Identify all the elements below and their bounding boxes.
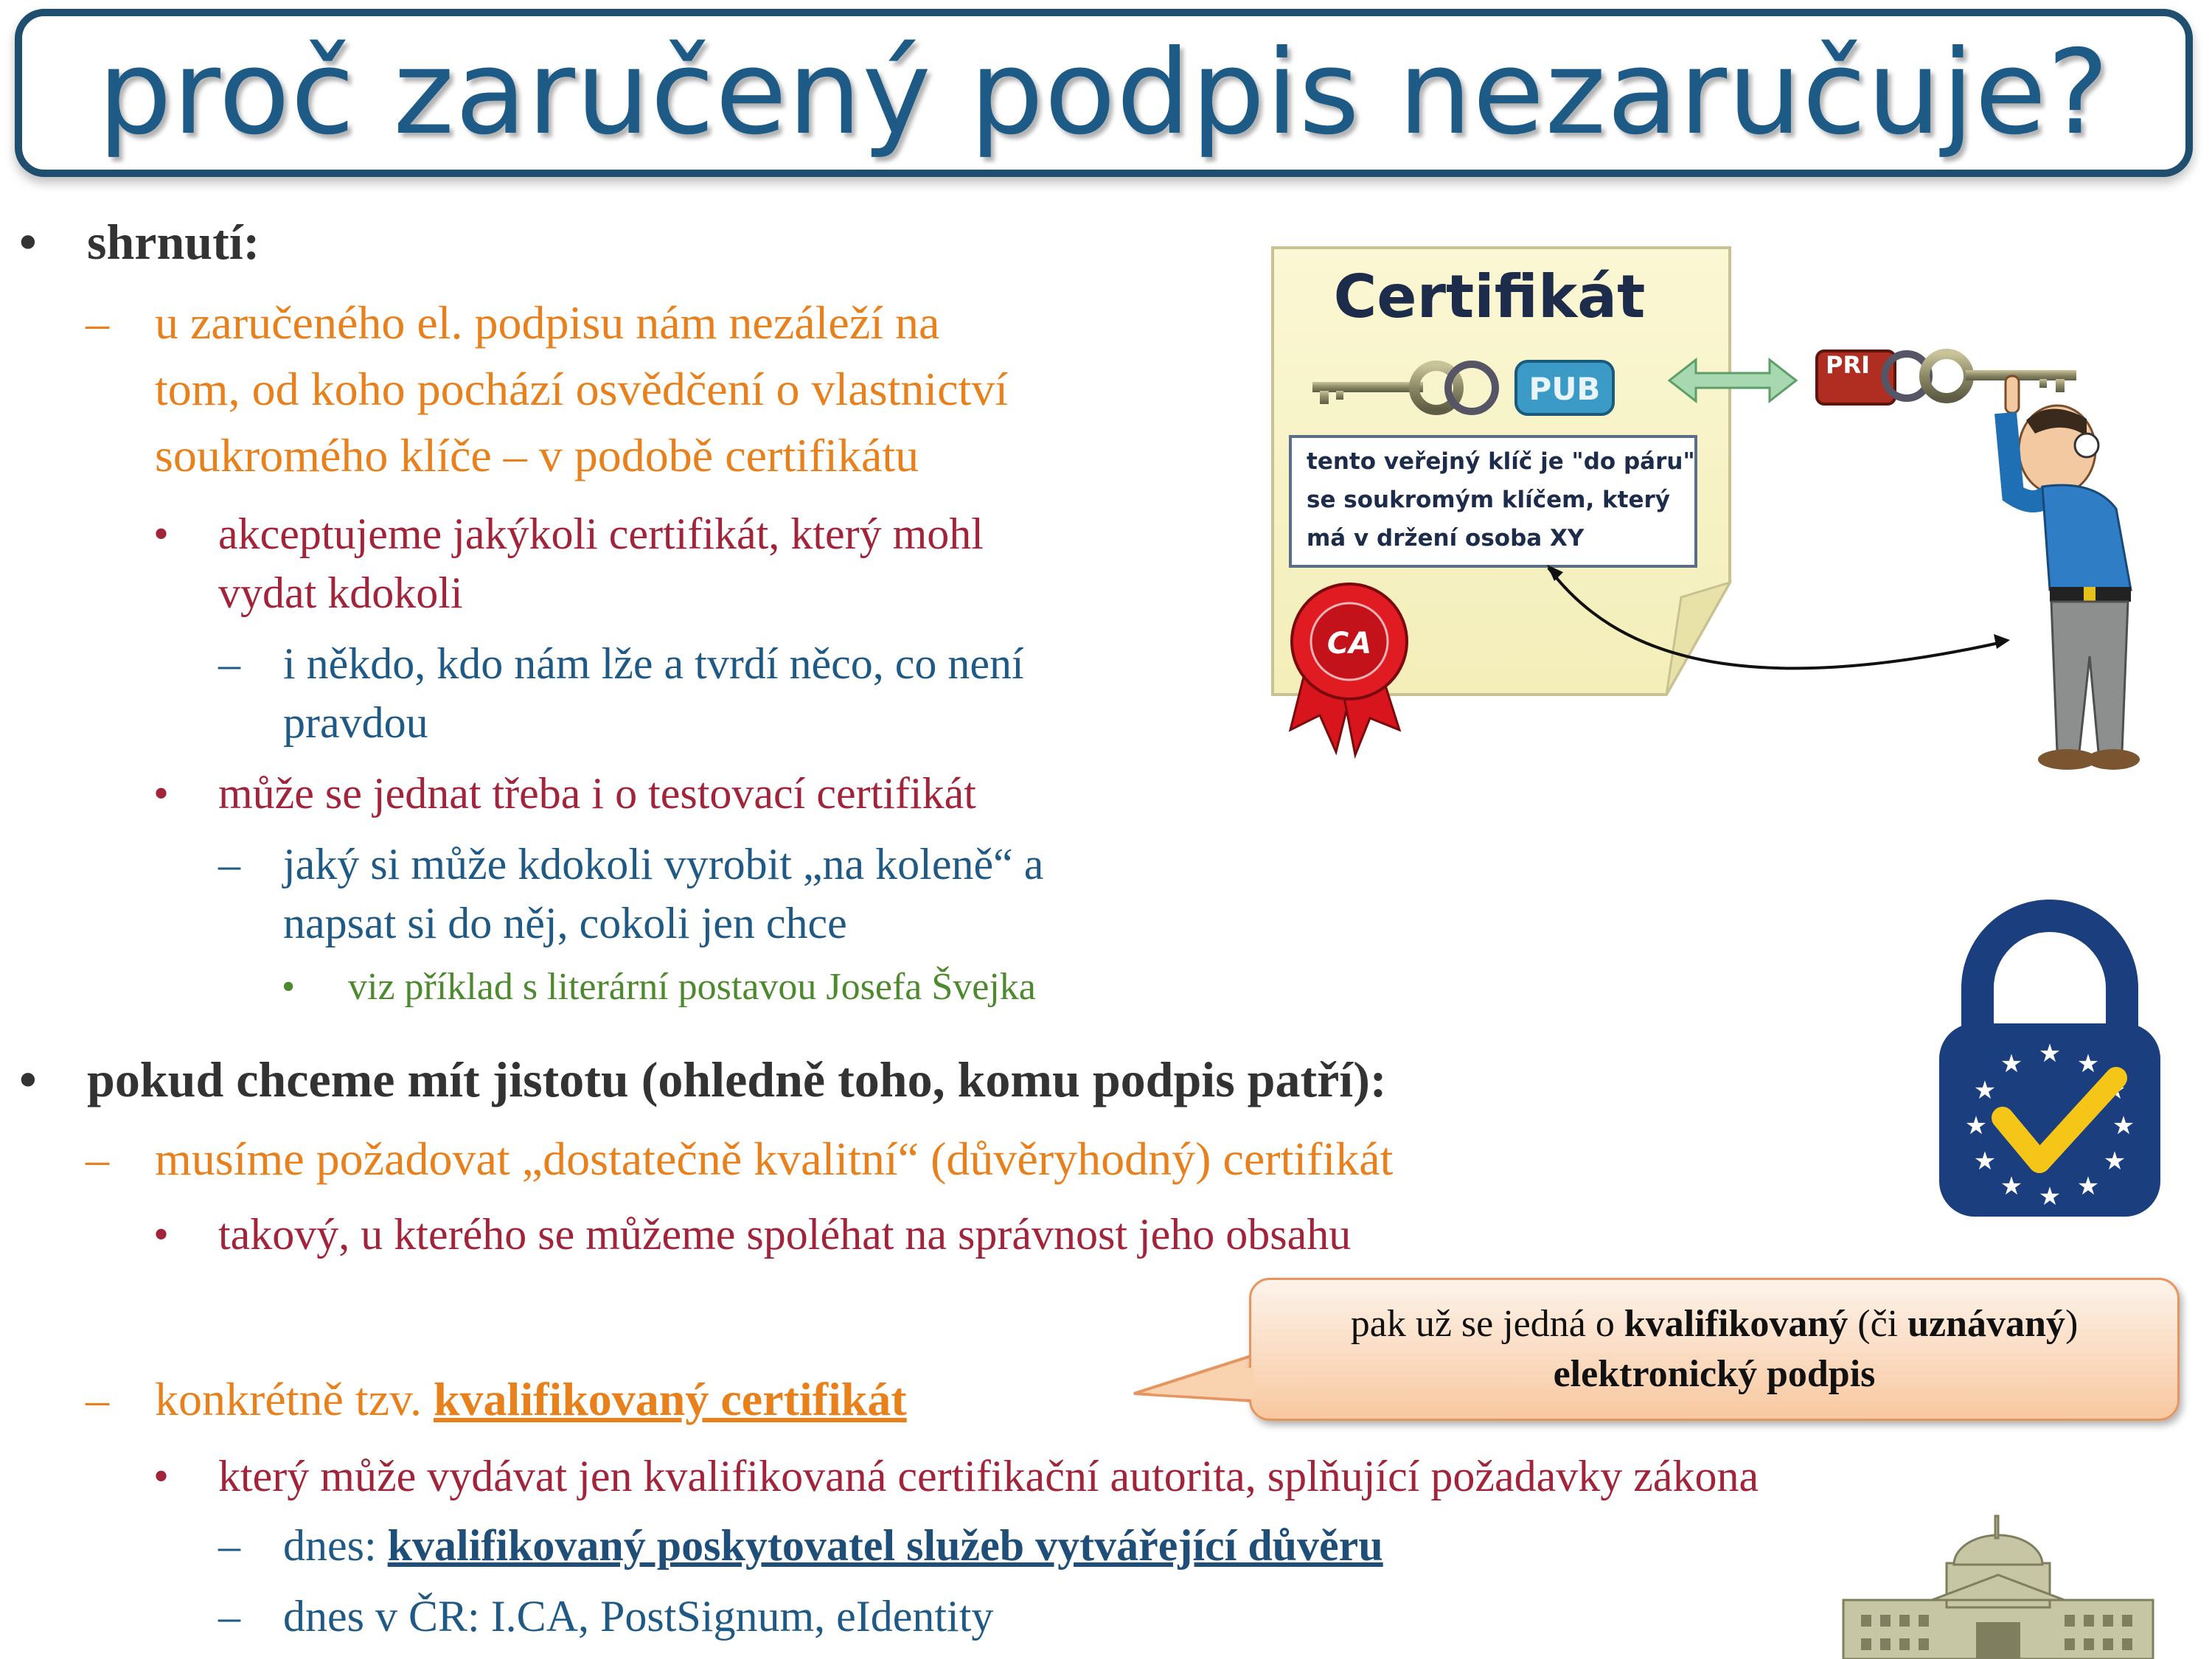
text-line: vydat kdokoli <box>218 568 463 617</box>
callout-bold: uznávaný <box>1907 1303 2065 1346</box>
text-line: musíme požadovat „dostatečně kvalitní“ (důvěryhodný) certifikát <box>155 1133 1394 1185</box>
pri-label: PRI <box>1826 351 1870 379</box>
svg-text:★: ★ <box>2103 1147 2126 1176</box>
section-heading-summary: shrnutí: <box>87 214 260 270</box>
dash: – <box>86 296 109 349</box>
text-line: soukromého klíče – v podobě certifikátu <box>155 429 919 481</box>
dash: – <box>218 639 240 688</box>
dash: – <box>218 1592 240 1641</box>
callout-text: (či <box>1848 1303 1908 1346</box>
text-line: viz příklad s literární postavou Josefa Švejka <box>348 966 1036 1008</box>
text-line: dnes v ČR: I.CA, PostSignum, eIdentity <box>283 1592 994 1641</box>
dash: – <box>218 1521 240 1570</box>
dash: – <box>86 1133 109 1185</box>
svg-text:★: ★ <box>2038 1039 2062 1068</box>
text-line: u zaručeného el. podpisu nám nezáleží na <box>155 296 940 349</box>
page-title: proč zaručený podpis nezaručuje? <box>97 25 2110 161</box>
cert-text-line: tento veřejný klíč je "do páru" <box>1307 448 1695 475</box>
text-prefix: dnes: <box>283 1521 388 1570</box>
text-line: který může vydávat jen kvalifikovaná certifikační autorita, splňující požadavky zákona <box>218 1452 1759 1500</box>
trust-service-provider-link[interactable]: kvalifikovaný poskytovatel služeb vytvářející důvěru <box>387 1521 1383 1570</box>
svg-text:★: ★ <box>1973 1076 1997 1105</box>
text-line: napsat si do něj, cokoli jen chce <box>283 899 847 947</box>
bullet-dot: • <box>153 509 170 558</box>
pub-label: PUB <box>1528 371 1601 407</box>
callout-bold: kvalifikovaný <box>1624 1303 1848 1346</box>
callout-line-1 <box>1351 1299 2079 1349</box>
eu-trust-padlock-icon <box>1932 900 2168 1224</box>
callout-text: ) <box>2065 1303 2079 1346</box>
section-heading-certainty: pokud chceme mít jistotu (ohledně toho, komu podpis patří): <box>87 1051 1387 1107</box>
text-line: takový, u kterého se můžeme spoléhat na správnost jeho obsahu <box>218 1210 1352 1259</box>
text-line: jaký si může kdokoli vyrobit „na koleně“ a <box>283 840 1044 888</box>
svg-text:★: ★ <box>2112 1111 2135 1141</box>
callout-text: pak už se jedná o <box>1350 1303 1624 1346</box>
bullet-dot: • <box>153 769 170 818</box>
svg-text:★: ★ <box>1973 1147 1997 1176</box>
person-icon <box>2006 376 2140 770</box>
svg-text:★: ★ <box>1964 1111 1988 1141</box>
certificate-illustration <box>1268 243 2175 804</box>
dash: – <box>86 1373 109 1425</box>
bullet-dot: • <box>282 966 296 1008</box>
svg-text:★: ★ <box>2000 1172 2023 1201</box>
double-arrow-icon <box>1669 360 1796 401</box>
dash: – <box>218 840 240 888</box>
seal-label: CA <box>1326 627 1372 661</box>
ribbon-seal-icon <box>1290 584 1407 755</box>
bullet-dot: • <box>19 214 37 270</box>
cert-text-line: má v držení osoba XY <box>1307 525 1585 552</box>
svg-text:★: ★ <box>2076 1172 2100 1201</box>
svg-text:★: ★ <box>2000 1049 2023 1079</box>
title-box <box>15 9 2193 177</box>
text-line: akceptujeme jakýkoli certifikát, který mohl <box>218 509 984 558</box>
text-line <box>155 1371 907 1428</box>
cert-text-line: se soukromým klíčem, který <box>1307 487 1670 513</box>
text-line: pravdou <box>283 698 428 747</box>
bullet-dot: • <box>19 1051 37 1107</box>
svg-text:★: ★ <box>2103 1076 2126 1105</box>
text-prefix: konkrétně tzv. <box>155 1373 434 1425</box>
text-line <box>283 1519 1383 1572</box>
building-icon <box>1829 1512 2168 1659</box>
certificate-title: Certifikát <box>1333 262 1646 331</box>
text-line: tom, od koho pochází osvědčení o vlastnictví <box>155 363 1009 415</box>
svg-text:★: ★ <box>2076 1049 2100 1079</box>
svg-text:★: ★ <box>2038 1182 2062 1211</box>
callout-line-2: elektronický podpis <box>1553 1353 1876 1395</box>
qualified-certificate-link[interactable]: kvalifikovaný certifikát <box>433 1373 907 1425</box>
key-icon <box>1885 354 2076 398</box>
callout-pointer-cover <box>1135 1361 1268 1413</box>
callout-bubble <box>1249 1278 2180 1421</box>
bullet-dot: • <box>153 1210 170 1259</box>
bullet-dot: • <box>153 1452 170 1500</box>
text-line: i někdo, kdo nám lže a tvrdí něco, co není <box>283 639 1024 688</box>
text-line: může se jednat třeba i o testovací certifikát <box>218 769 976 818</box>
